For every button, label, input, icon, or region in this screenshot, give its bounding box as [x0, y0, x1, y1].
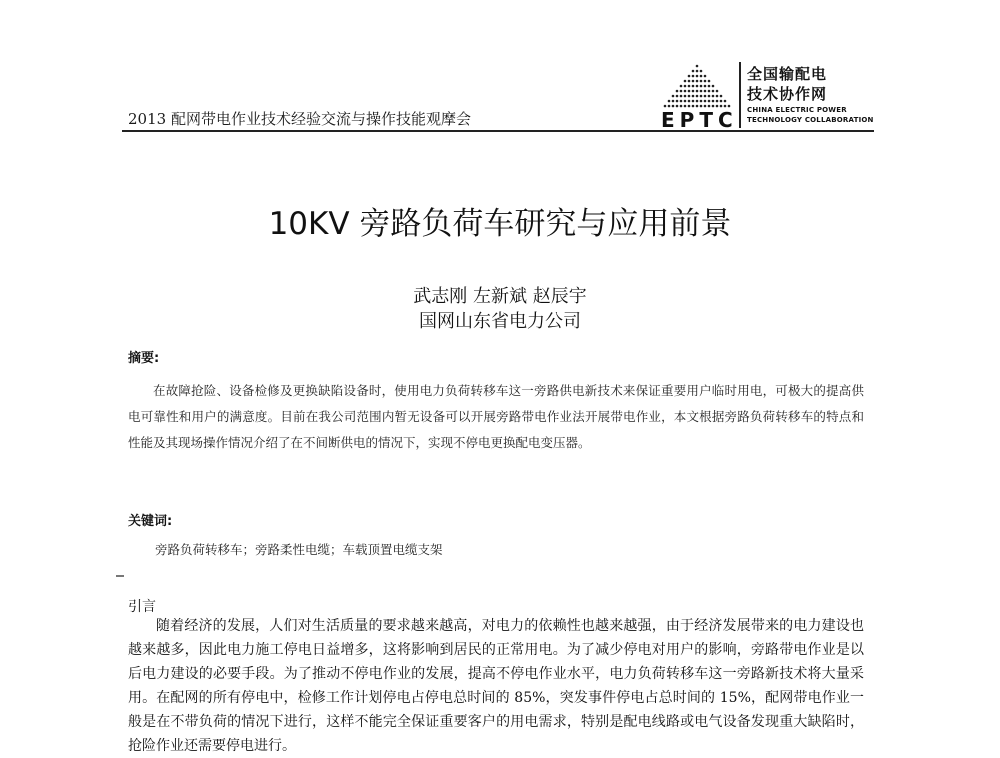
intro-heading: 引言	[128, 599, 156, 615]
keywords-text: 旁路负荷转移车；旁路柔性电缆；车载顶置电缆支架	[155, 542, 443, 557]
affiliation: 国网山东省电力公司	[419, 311, 581, 332]
intro-body: 随着经济的发展，人们对生活质量的要求越来越高，对电力的依赖性也越来越强，由于经济发展带来的电力建设也越来越多，因此电力施工停电日益增多，这将影响到居民的正常用电。为了减少停电对用户的影响，旁路带电作业是以后电力建设的必要手段。为了推动不停电作业的发展，提高不停电作业水平，电力负荷转移车这一旁路新技术将大量采用。在配网的所有停电中，检修工作计划停电占停电总时间的 85%，突发事件停电占总时间的 15%，配网带电作业一般是在不带负荷的情况下进行，这样不能完全保证重要客户的用电需求，特别是配电线路或电气设备发现重大缺陷时，抢险作业还需要停电进行。	[128, 618, 864, 754]
logo-name-en-1: CHINA ELECTRIC POWER	[747, 106, 847, 114]
logo-letters: EPTC	[661, 108, 738, 132]
pyramid-logo-icon	[657, 62, 737, 110]
conference-header: 2013 配网带电作业技术经验交流与操作技能观摩会	[128, 110, 471, 128]
paper-title: 10KV 旁路负荷车研究与应用前景	[268, 206, 732, 242]
logo-divider	[739, 62, 741, 128]
authors: 武志刚 左新斌 赵辰宇	[413, 286, 587, 307]
eptc-logo	[655, 62, 880, 132]
abstract-text: 在故障抢险、设备检修及更换缺陷设备时，使用电力负荷转移车这一旁路供电新技术来保证重要用户临时用电，可极大的提高供电可靠性和用户的满意度。目前在我公司范围内暂无设备可以开展旁路带电作业法开展带电作业，本文根据旁路负荷转移车的特点和性能及其现场操作情况介绍了在不间断供电的情况下，实现不停电更换配电变压器。	[128, 383, 864, 450]
logo-name-cn-1: 全国输配电	[747, 65, 828, 83]
logo-name-en-2: TECHNOLOGY COLLABORATION	[747, 116, 874, 124]
scan-mark	[116, 575, 124, 577]
abstract-label: 摘要:	[128, 351, 160, 366]
logo-name-cn-2: 技术协作网	[747, 85, 828, 103]
keywords-label: 关键词:	[128, 514, 173, 529]
